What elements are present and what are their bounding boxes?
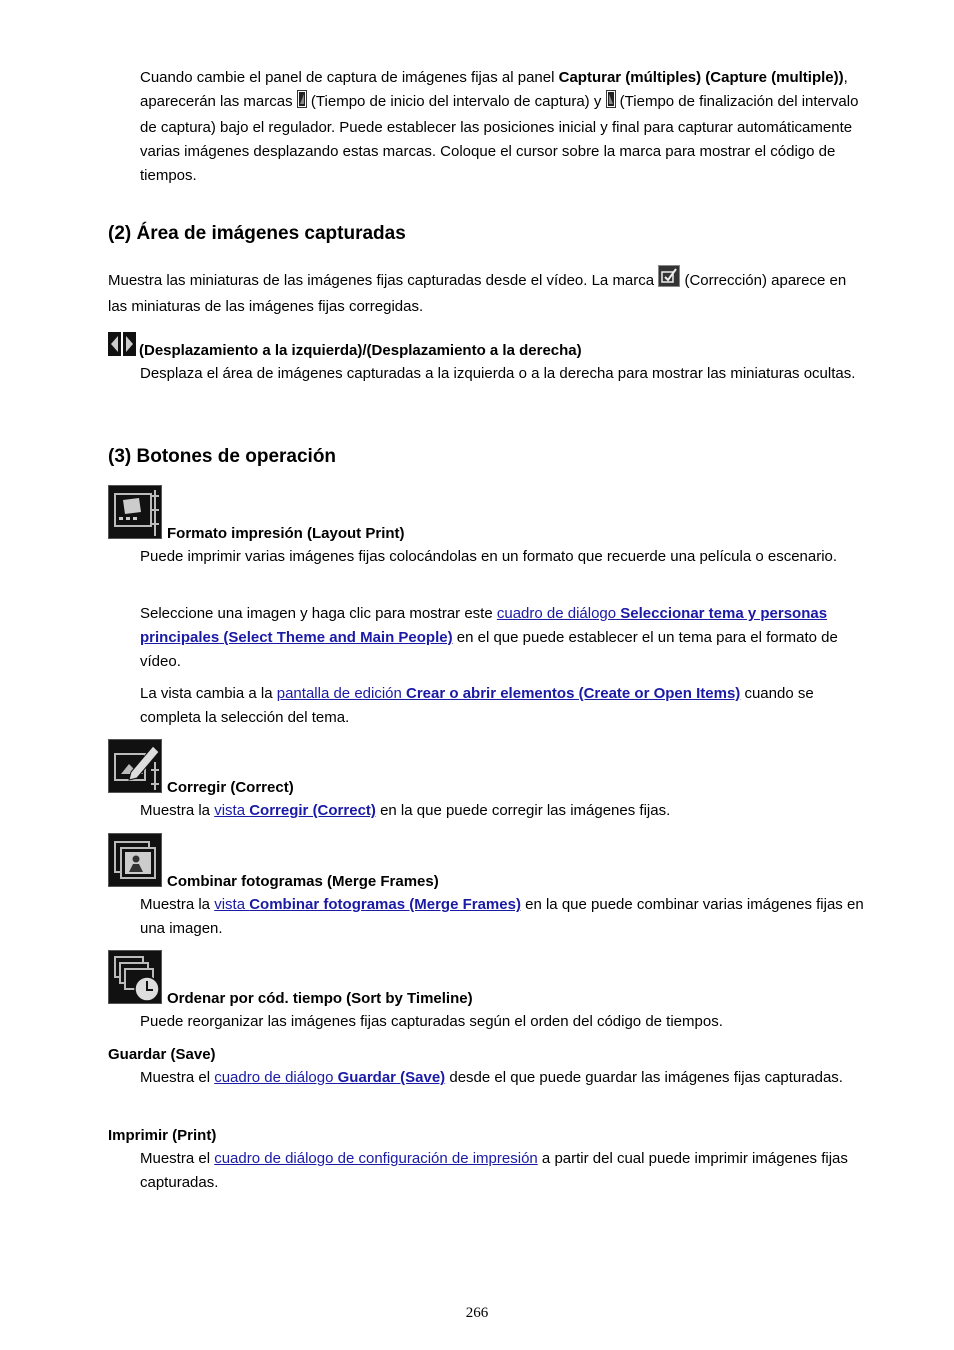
layout-print-view-change-text: La vista cambia a la pantalla de edición Crear o abrir elementos (Create or Open Items) cuando se completa la selección del tema. [140,685,814,726]
merge-frames-desc: Muestra la vista Combinar fotogramas (Merge Frames) en la que puede combinar varias imágenes fijas en una imagen. [140,896,864,937]
save-dialog-link[interactable]: cuadro de diálogo Guardar (Save) [214,1069,446,1086]
print-desc: Muestra el cuadro de diálogo de configuración de impresión a partir del cual puede imprimir imágenes fijas capturadas. [140,1150,848,1191]
page-number: 266 [465,1305,489,1321]
layout-print-label: Formato impresión (Layout Print) [167,525,405,542]
correction-mark-icon [658,265,680,295]
sort-by-timeline-icon [108,950,162,1004]
merge-frames-view-link[interactable]: vista Combinar fotogramas (Merge Frames) [214,896,521,913]
start-marker-icon [297,90,307,116]
end-marker-icon [606,90,616,116]
section-heading-captured-images: (2) Área de imágenes capturadas [108,223,406,244]
correct-desc: Muestra la vista Corregir (Correct) en la que puede corregir las imágenes fijas. [140,802,671,819]
correct-label: Corregir (Correct) [167,779,294,796]
correct-view-link[interactable]: vista Corregir (Correct) [214,802,376,819]
scroll-buttons-description: Desplaza el área de imágenes capturadas a la izquierda o a la derecha para mostrar las miniaturas ocultas. [140,365,856,382]
print-settings-dialog-link[interactable]: cuadro de diálogo de configuración de impresión [214,1150,538,1167]
section-heading-operation-buttons: (3) Botones de operación [108,446,337,467]
scroll-left-right-icons [108,332,136,360]
merge-frames-icon [108,833,162,887]
save-desc: Muestra el cuadro de diálogo Guardar (Save) desde el que puede guardar las imágenes fijas capturadas. [140,1069,843,1086]
select-theme-dialog-link[interactable]: cuadro de diálogo Seleccionar tema y personas principales (Select Theme and Main People) [140,605,828,646]
capture-multiple-label: Capturar (múltiples) (Capture (multiple)) [558,69,844,86]
layout-print-desc: Puede imprimir varias imágenes fijas colocándolas en un formato que recuerde una película o escenario. [140,548,838,565]
merge-frames-label: Combinar fotogramas (Merge Frames) [167,873,439,890]
save-label: Guardar (Save) [108,1046,216,1063]
scroll-buttons-label: (Desplazamiento a la izquierda)/(Desplazamiento a la derecha) [139,342,582,359]
create-open-items-link[interactable]: pantalla de edición Crear o abrir elementos (Create or Open Items) [276,685,741,702]
print-label: Imprimir (Print) [108,1127,217,1144]
layout-print-select-theme-text: Seleccione una imagen y haga clic para mostrar este cuadro de diálogo Seleccionar tema y personas principales (Select Theme and Main People) en el que puede establecer el un tema para el formato de vídeo. [140,605,838,670]
layout-print-icon [108,485,162,539]
captured-area-description: Muestra las miniaturas de las imágenes fijas capturadas desde el vídeo. La marca (Corrección) aparece en las miniaturas de las imágenes fijas corregidas. [108,265,865,319]
sort-by-timeline-label: Ordenar por cód. tiempo (Sort by Timeline) [167,990,473,1007]
intro-paragraph: Cuando cambie el panel de captura de imágenes fijas al panel Capturar (múltiples) (Capture (multiple)), aparecerán las marcas (Tiempo de inicio del intervalo de captura) y (Tiempo de finalización del intervalo de captura) bajo el regulador. Puede establecer las posiciones inicial y final para capturar automáticamente varias imágenes desplazando estas marcas. Coloque el cursor sobre la marca para mostrar el código de tiempos. [140,69,859,184]
correct-icon [108,739,162,793]
sort-by-timeline-desc: Puede reorganizar las imágenes fijas capturadas según el orden del código de tiempos. [140,1013,723,1030]
